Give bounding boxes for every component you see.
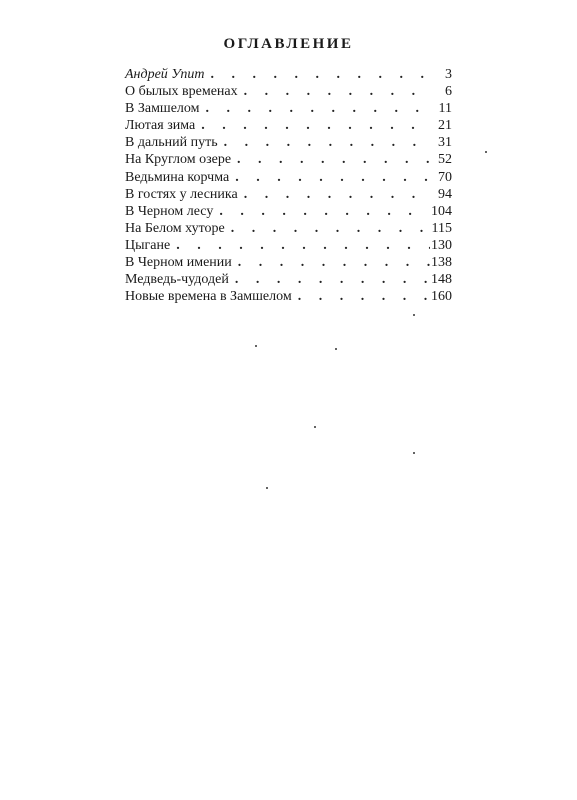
toc-entry-page: 130: [431, 237, 452, 253]
toc-entry[interactable]: [125, 83, 452, 100]
toc-entry[interactable]: [125, 100, 452, 117]
scan-speck: [413, 452, 415, 454]
toc-entry-title: Андрей Упит: [125, 67, 205, 82]
dot-leader: [229, 271, 430, 288]
dot-leader: [231, 151, 430, 168]
toc-entry-title: О былых временах: [125, 84, 238, 100]
toc-entry[interactable]: [125, 66, 452, 83]
toc-entry-title: На Круглом озере: [125, 152, 232, 168]
toc-entry-title: Цыгане: [125, 237, 171, 253]
toc-entry-title: В гостях у лесника: [125, 186, 238, 202]
toc-entry[interactable]: [125, 237, 452, 254]
page-title: ОГЛАВЛЕНИЕ: [223, 36, 354, 52]
toc-entry-page: 70: [438, 169, 452, 185]
dot-leader: [195, 117, 430, 134]
toc-entry[interactable]: [125, 134, 452, 151]
scan-speck: [335, 348, 337, 350]
dot-leader: [238, 186, 430, 203]
toc-entry-page: 21: [438, 118, 452, 134]
toc-entry-page: 6: [445, 84, 452, 100]
dot-leader: [204, 66, 430, 83]
toc-entry-title: В Черном лесу: [125, 203, 214, 219]
toc-entry-page: 3: [445, 67, 452, 82]
toc-entry-page: 104: [431, 203, 452, 219]
dot-leader: [232, 254, 430, 271]
toc-entry[interactable]: [125, 288, 452, 305]
toc-entry-page: 31: [438, 135, 452, 151]
toc-entry[interactable]: [125, 271, 452, 288]
toc-entry[interactable]: [125, 220, 452, 237]
dot-leader: [218, 134, 430, 151]
toc-entry-page: 94: [438, 186, 452, 202]
toc-entry-title: В дальний путь: [125, 135, 218, 151]
toc-entry-title: Новые времена в Замшелом: [125, 289, 292, 305]
scan-speck: [314, 426, 316, 428]
toc-entry-page: 148: [431, 272, 452, 288]
dot-leader: [292, 288, 430, 305]
dot-leader: [229, 169, 430, 186]
toc-entry-title: Ведьмина корчма: [125, 169, 230, 185]
scan-speck: [413, 314, 415, 316]
toc-entry-title: Лютая зима: [125, 118, 196, 134]
toc-entry[interactable]: [125, 169, 452, 186]
dot-leader: [200, 100, 431, 117]
toc-entry-page: 160: [431, 289, 452, 305]
dot-leader: [213, 203, 430, 220]
toc-entry-page: 138: [431, 255, 452, 271]
scan-speck: [255, 345, 257, 347]
scan-speck: [485, 151, 487, 153]
dot-leader: [170, 237, 430, 254]
table-of-contents: [125, 66, 452, 305]
toc-entry[interactable]: [125, 117, 452, 134]
scan-speck: [266, 487, 268, 489]
toc-entry[interactable]: [125, 203, 452, 220]
toc-entry-title: Медведь-чудодей: [125, 272, 229, 288]
toc-entry-page: 115: [431, 220, 452, 236]
dot-leader: [238, 83, 430, 100]
toc-entry-title: На Белом хуторе: [125, 220, 225, 236]
toc-entry[interactable]: [125, 254, 452, 271]
dot-leader: [225, 220, 430, 237]
toc-entry-page: 52: [438, 152, 452, 168]
toc-entry-page: 11: [438, 101, 452, 117]
toc-entry[interactable]: [125, 151, 452, 168]
toc-entry-title: В Черном имении: [125, 255, 232, 271]
toc-entry-title: В Замшелом: [125, 101, 200, 117]
toc-entry[interactable]: [125, 186, 452, 203]
